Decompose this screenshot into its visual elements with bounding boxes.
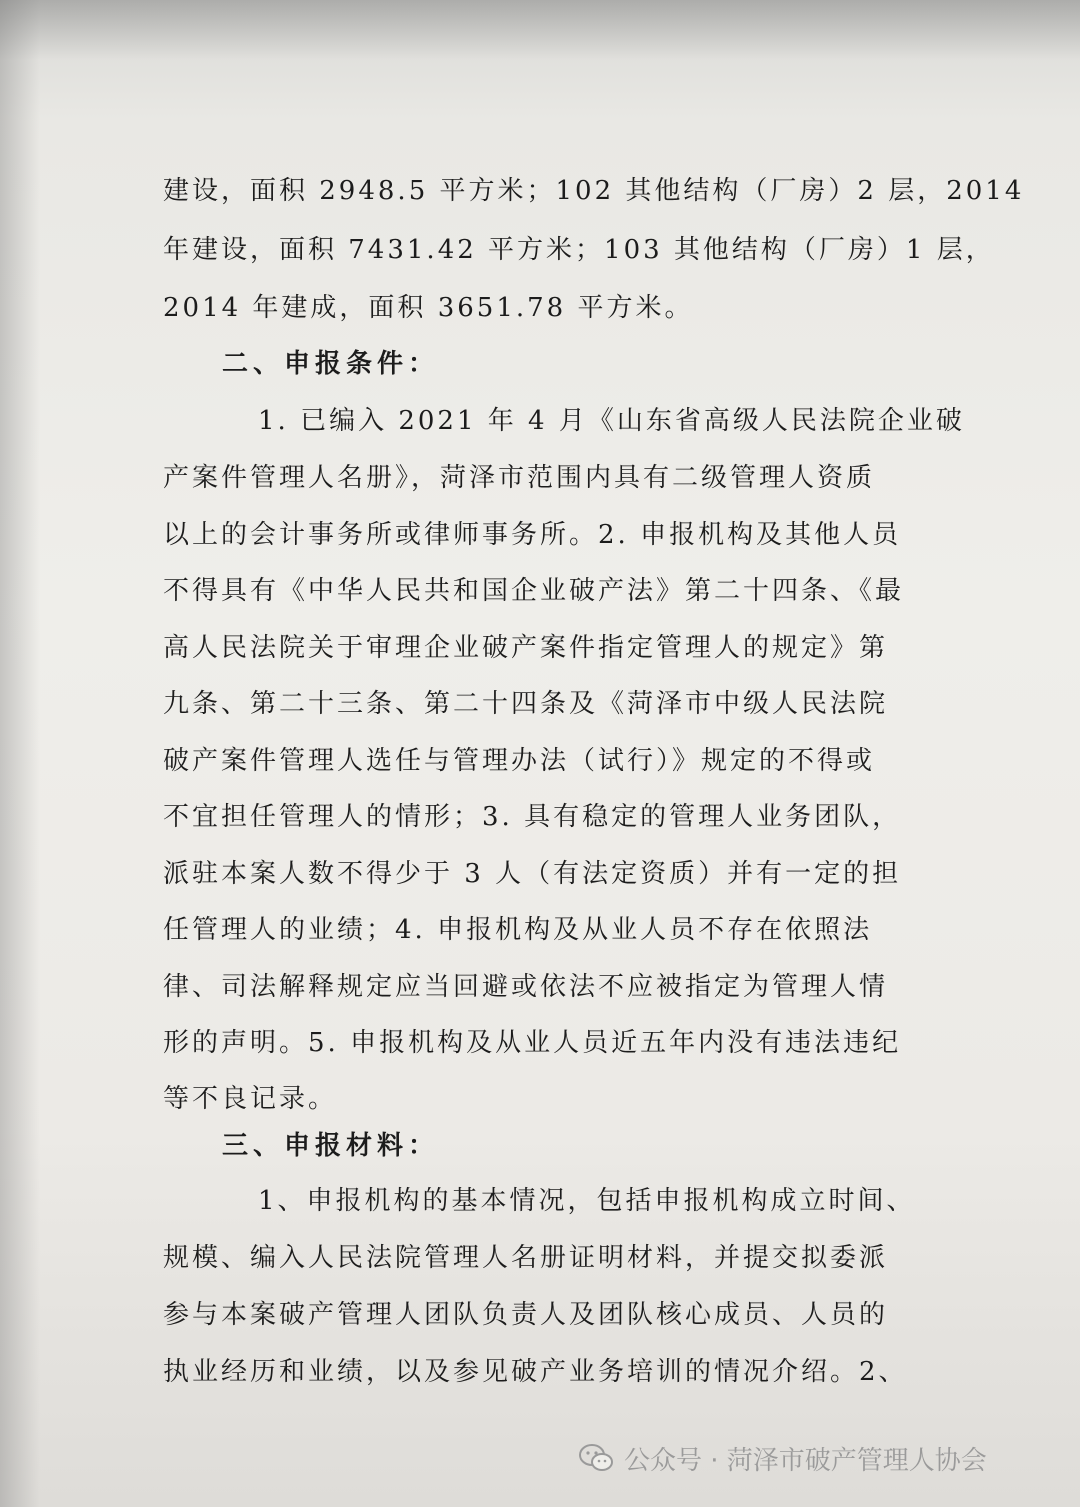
text-line: 不宜担任管理人的情形；3. 具有稳定的管理人业务团队， [163, 802, 902, 832]
text-line: 1、申报机构的基本情况，包括申报机构成立时间、 [258, 1186, 916, 1216]
text-line: 建设，面积 2948.5 平方米；102 其他结构（厂房）2 层，2014 [163, 176, 1025, 206]
text-line: 年建设，面积 7431.42 平方米；103 其他结构（厂房）1 层， [163, 235, 995, 265]
text-line: 形的声明。5. 申报机构及从业人员近五年内没有违法违纪 [163, 1028, 902, 1058]
wechat-icon [578, 1443, 614, 1473]
watermark-text: 公众号 · 菏泽市破产管理人协会 [624, 1445, 987, 1476]
text-line: 九条、第二十三条、第二十四条及《菏泽市中级人民法院 [163, 689, 889, 719]
watermark [578, 1436, 987, 1480]
text-line: 破产案件管理人选任与管理办法（试行）》规定的不得或 [163, 746, 876, 776]
text-line: 参与本案破产管理人团队负责人及团队核心成员、人员的 [163, 1300, 889, 1330]
text-line: 任管理人的业绩；4. 申报机构及从业人员不存在依照法 [163, 915, 873, 945]
text-line: 2014 年建成，面积 3651.78 平方米。 [163, 293, 694, 323]
text-line: 派驻本案人数不得少于 3 人（有法定资质）并有一定的担 [163, 859, 902, 889]
text-line: 高人民法院关于审理企业破产案件指定管理人的规定》第 [163, 633, 889, 663]
text-line: 1. 已编入 2021 年 4 月《山东省高级人民法院企业破 [258, 406, 965, 436]
text-line: 不得具有《中华人民共和国企业破产法》第二十四条、《最 [163, 576, 905, 606]
text-line: 规模、编入人民法院管理人名册证明材料，并提交拟委派 [163, 1243, 889, 1273]
text-line: 等不良记录。 [163, 1084, 338, 1114]
text-line: 以上的会计事务所或律师事务所。2. 申报机构及其他人员 [163, 520, 902, 550]
section-heading: 二、申报条件： [222, 349, 440, 379]
section-heading: 三、申报材料： [222, 1131, 440, 1161]
text-line: 律、司法解释规定应当回避或依法不应被指定为管理人情 [163, 972, 889, 1002]
text-line: 执业经历和业绩，以及参见破产业务培训的情况介绍。2、 [163, 1357, 908, 1387]
text-line: 产案件管理人名册》，菏泽市范围内具有二级管理人资质 [163, 463, 876, 493]
